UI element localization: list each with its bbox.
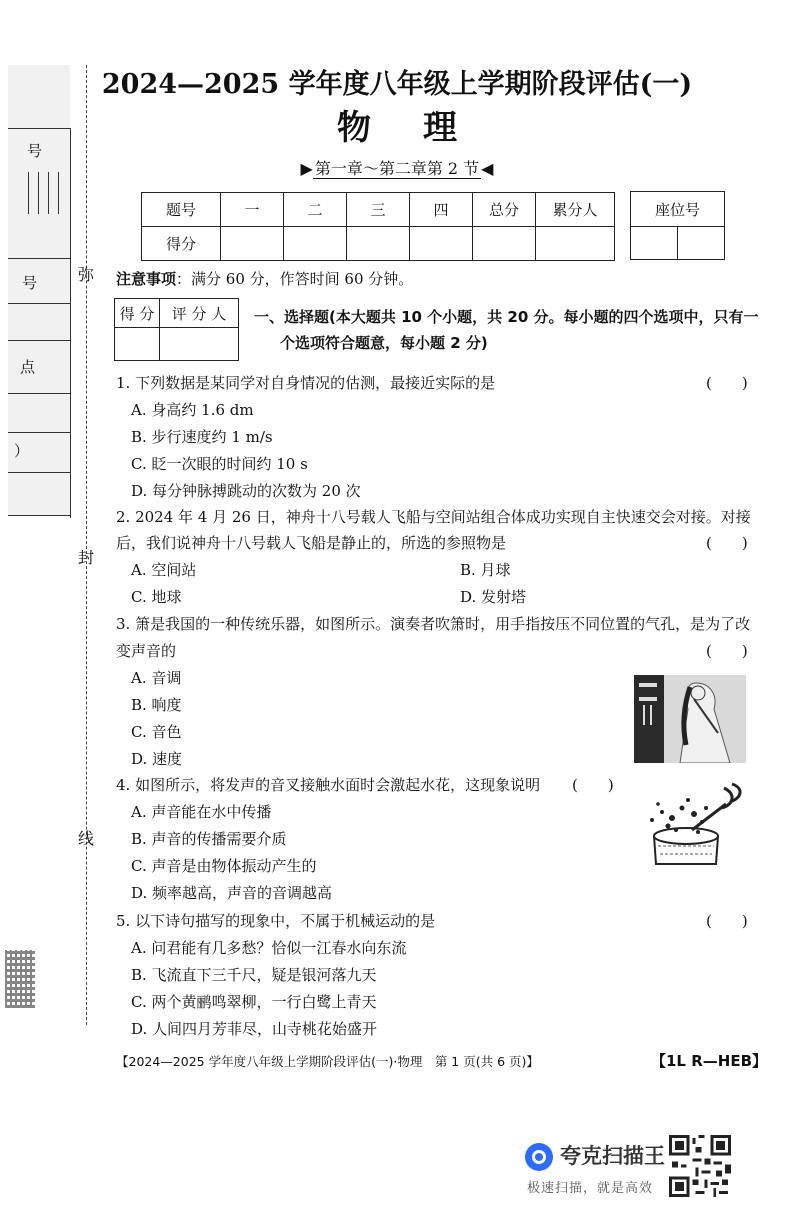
option-d: D. 频率越高，声音的音调越高 — [131, 884, 333, 902]
score-table — [141, 192, 615, 261]
option-b: B. 步行速度约 1 m/s — [131, 428, 273, 446]
option-a: A. 空间站 — [131, 561, 197, 579]
grader-name-cell[interactable] — [160, 328, 239, 361]
subject-title: 物理 — [337, 108, 509, 148]
answer-paren[interactable]: ( ) — [706, 534, 748, 552]
score-header-cell: 三 — [347, 193, 410, 227]
answer-paren[interactable]: ( ) — [706, 642, 748, 660]
option-a: A. 身高约 1.6 dm — [131, 401, 254, 419]
option-c: C. 声音是由物体振动产生的 — [131, 857, 317, 875]
option-c: C. 地球 — [131, 588, 182, 606]
exam-title: 2024—2025 学年度八年级上学期阶段评估(一) — [101, 69, 693, 100]
score-cell[interactable] — [536, 227, 615, 261]
tuning-fork-splash-image — [632, 778, 752, 868]
strip-divider — [8, 340, 70, 341]
grader-name-label: 评 分 人 — [160, 299, 239, 328]
arrow-right-icon: ▶ — [300, 159, 313, 178]
notice-label: 注意事项 — [116, 270, 177, 288]
score-header-cell: 四 — [410, 193, 473, 227]
score-header-cell: 总分 — [473, 193, 536, 227]
score-cell[interactable] — [221, 227, 284, 261]
question-stem: 5. 以下诗句描写的现象中，不属于机械运动的是 — [116, 912, 436, 930]
strip-divider — [8, 432, 70, 433]
strip-label-number: 号 — [27, 142, 43, 160]
option-d: D. 发射塔 — [460, 588, 527, 606]
seat-cell[interactable] — [631, 227, 678, 260]
option-d: D. 人间四月芳菲尽，山寺桃花始盛开 — [131, 1020, 378, 1038]
chapter-range — [0, 156, 794, 179]
page-footer: 【2024—2025 学年度八年级上学期阶段评估(一)·物理 第 1 页(共 6 页)】 — [116, 1054, 539, 1069]
xiao-player-image — [634, 675, 746, 763]
question-stem: 2. 2024 年 4 月 26 日，神舟十八号载人飞船与空间站组合体成功实现自主快速交会对接。对接 — [116, 508, 751, 526]
strip-divider — [8, 258, 70, 259]
arrow-left-icon: ◀ — [481, 159, 494, 178]
option-a: A. 声音能在水中传播 — [131, 803, 272, 821]
answer-paren[interactable]: ( ) — [706, 912, 748, 930]
option-a: A. 问君能有几多愁？恰似一江春水向东流 — [131, 939, 407, 957]
option-c: C. 音色 — [131, 723, 182, 741]
score-cell[interactable] — [410, 227, 473, 261]
score-cell[interactable] — [284, 227, 347, 261]
option-c: C. 两个黄鹂鸣翠柳，一行白鹭上青天 — [131, 993, 377, 1011]
scanner-slogan: 极速扫描，就是高效 — [527, 1181, 654, 1196]
answer-paren[interactable]: ( ) — [572, 776, 614, 794]
qr-code-icon — [669, 1135, 731, 1197]
option-d: D. 速度 — [131, 750, 183, 768]
question-stem-cont: 变声音的 — [116, 642, 177, 660]
score-cell[interactable] — [473, 227, 536, 261]
paper-code: 【1L R—HEB】 — [651, 1052, 768, 1070]
section-heading-line1: 一、选择题(本大题共 10 个小题，共 20 分。每小题的四个选项中，只有一 — [254, 308, 759, 326]
option-b: B. 月球 — [460, 561, 511, 579]
option-b: B. 飞流直下三千尺，疑是银河落九天 — [131, 966, 377, 984]
strip-label-paren: ） — [14, 442, 30, 460]
score-header-cell: 累分人 — [536, 193, 615, 227]
grader-score-cell[interactable] — [115, 328, 160, 361]
score-header-cell: 二 — [284, 193, 347, 227]
option-a: A. 音调 — [131, 669, 182, 687]
strip-divider — [8, 393, 70, 394]
question-stem: 1. 下列数据是某同学对自身情况的估测，最接近实际的是 — [116, 374, 496, 392]
grader-box — [114, 298, 239, 361]
strip-label-site: 点 — [20, 358, 36, 376]
binding-char-mi: 弥 — [78, 265, 95, 284]
strip-border — [70, 128, 71, 518]
scanner-logo-icon — [523, 1141, 555, 1173]
answer-paren[interactable]: ( ) — [706, 374, 748, 392]
seat-label: 座位号 — [631, 192, 725, 227]
strip-divider — [8, 303, 70, 304]
binding-char-xian: 线 — [78, 829, 95, 848]
notice-text: ：满分 60 分，作答时间 60 分钟。 — [176, 270, 414, 288]
section-heading-line2: 个选项符合题意，每小题 2 分) — [280, 334, 488, 352]
scanner-brand-name: 夸克扫描王 — [560, 1144, 665, 1168]
seat-table — [630, 191, 725, 260]
question-stem-cont: 后，我们说神舟十八号载人飞船是静止的，所选的参照物是 — [116, 534, 507, 552]
option-b: B. 声音的传播需要介质 — [131, 830, 287, 848]
section-heading — [254, 304, 774, 356]
strip-divider — [8, 515, 70, 516]
option-d: D. 每分钟脉搏跳动的次数为 20 次 — [131, 482, 361, 500]
question-stem: 4. 如图所示，将发声的音叉接触水面时会激起水花，这现象说明 — [116, 776, 541, 794]
chapter-text: 第一章～第二章第 2 节 — [314, 159, 480, 178]
score-header-cell: 题号 — [142, 193, 221, 227]
question-stem: 3. 箫是我国的一种传统乐器，如图所示。演奏者吹箫时，用手指按压不同位置的气孔，是为了改 — [116, 615, 751, 633]
score-header-cell: 一 — [221, 193, 284, 227]
strip-label-number-2: 号 — [22, 274, 38, 292]
score-cell[interactable] — [347, 227, 410, 261]
option-c: C. 眨一次眼的时间约 10 s — [131, 455, 308, 473]
side-qr-code — [5, 950, 35, 1008]
notice — [116, 268, 413, 289]
binding-char-feng: 封 — [78, 548, 95, 567]
option-b: B. 响度 — [131, 696, 182, 714]
score-row-label: 得分 — [142, 227, 221, 261]
grader-score-label: 得 分 — [115, 299, 160, 328]
strip-divider — [8, 472, 70, 473]
seat-cell[interactable] — [678, 227, 725, 260]
